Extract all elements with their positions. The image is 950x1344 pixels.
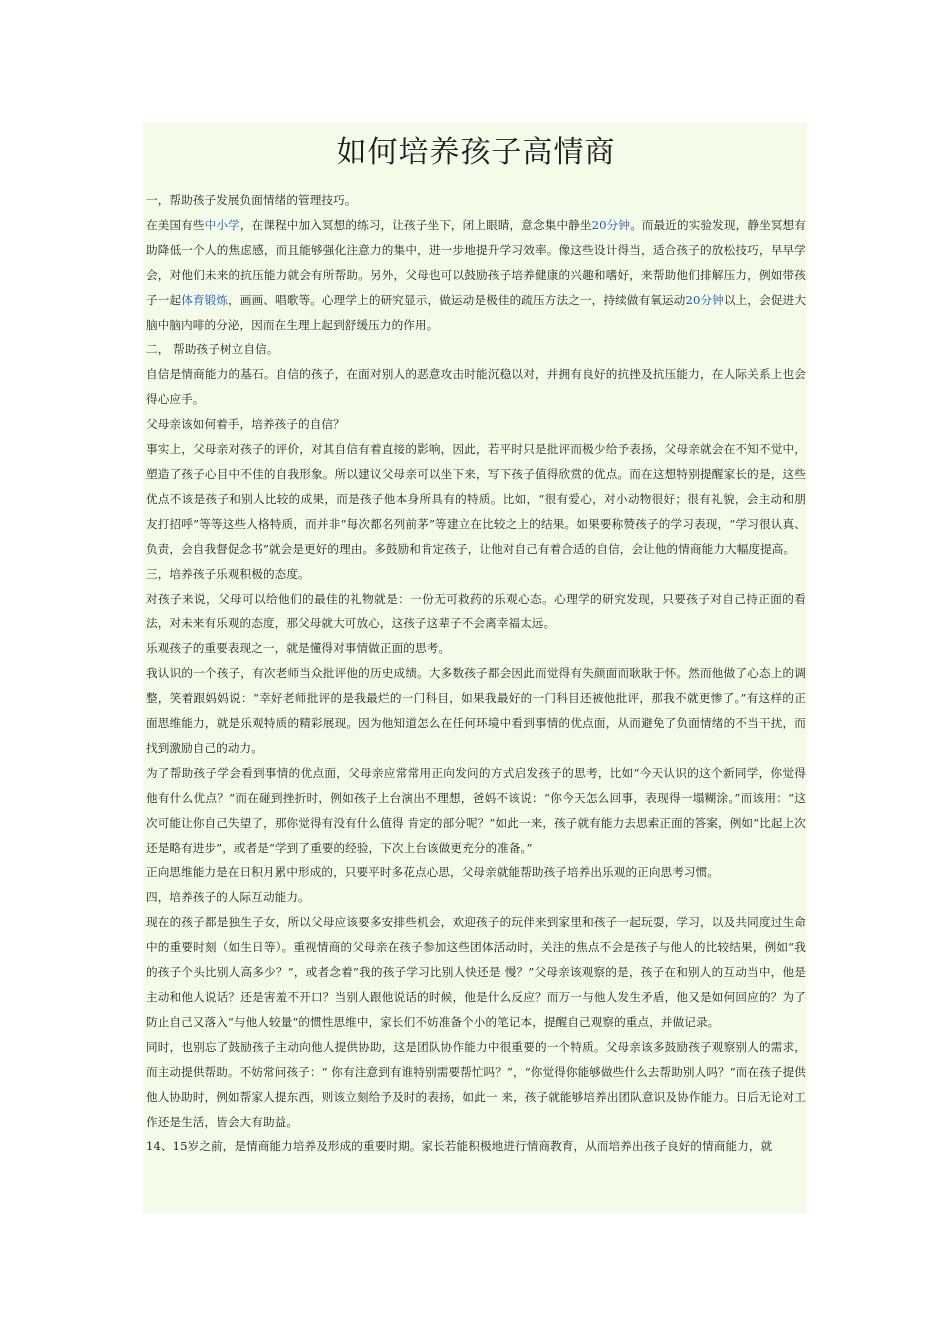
paragraph-text: 以上，会促进大脑中脑内啡的分泌，因而在生理上起到舒缓压力的作用。 (146, 292, 807, 332)
paragraph (146, 885, 806, 910)
paragraph-text: 14、15岁之前，是情商能力培养及形成的重要时期。家长若能积极地进行情商教育，从而培养出孩子良好的情商能力，就 (146, 1139, 773, 1154)
paragraph-text: 二， 帮助孩子树立自信。 (146, 342, 279, 357)
inline-link[interactable]: 体育锻炼 (181, 292, 229, 307)
paragraph (146, 860, 806, 885)
paragraph (146, 636, 806, 661)
paragraph-text: 同时，也别忘了鼓励孩子主动向他人提供协助，这是团队协作能力中很重要的一个特质。父母亲该多鼓励孩子观察别人的需求，而主动提供帮助。不妨常问孩子：“ 你有注意到有谁特别需要帮忙吗？”，“你觉得你能够做些什么去帮助别人吗？”而在孩子提供他人协助时，例如帮家人提东西，则该立刻给予及时的表扬，如此一 来，孩子就能够培养出团队意识及协作能力。日后无论对工作还是生活，皆会大有助益。 (146, 1039, 806, 1129)
paragraph-text: 正向思维能力是在日积月累中形成的，只要平时多花点心思，父母亲就能帮助孩子培养出乐观的正向思考习惯。 (146, 865, 719, 880)
paragraph-text: ，画画、唱歌等。心理学上的研究显示，做运动是极佳的疏压方法之一，持续做有氧运动 (228, 292, 686, 307)
paragraph-text: 现在的孩子都是独生子女，所以父母应该要多安排些机会，欢迎孩子的玩伴来到家里和孩子一起玩耍，学习，以及共同度过生命中的重要时刻（如生日等）。重视情商的父母亲在孩子参加这些团体活动时，关注的焦点不会是孩子与他人的比较结果，例如“我的孩子个头比别人高多少？”，或者念着“我的孩子学习比别人快还是 慢？”父母亲该观察的是，孩子在和别人的互动当中，他是主动和他人说话？还是害羞不开口？当别人跟他说话的时候，他是什么反应？而万一与他人发生矛盾，他又是如何回应的？为了防止自己又落入“与他人较量“的惯性思维中，家长们不妨准备个小的笔记本，提醒自己观察的重点，并做记录。 (146, 915, 806, 1029)
paragraph (146, 437, 806, 562)
paragraph (146, 1035, 806, 1135)
paragraph (146, 213, 806, 338)
paragraph-text: 。而最近的实验发现，静坐冥想有助降低一个人的焦虑感，而且能够强化注意力的集中，进一步地提升学习效率。像这些设计得当，适合孩子的放松技巧，早早学会，对他们未来的抗压能力就会有所帮助。另外，父母也可以鼓励孩子培养健康的兴趣和嗜好，来帮助他们排解压力，例如带孩子一起 (146, 217, 806, 307)
paragraph (146, 337, 806, 362)
paragraph-text: 对孩子来说，父母可以给他们的最佳的礼物就是：一份无可救药的乐观心态。心理学的研究发现，只要孩子对自己持正面的看法，对未来有乐观的态度，那父母就大可放心，这孩子这辈子不会离幸福太远。 (146, 591, 806, 631)
paragraph (146, 661, 806, 761)
paragraph-text: 三，培养孩子乐观积极的态度。 (146, 566, 310, 581)
paragraph (146, 412, 806, 437)
paragraph-text: 父母亲该如何着手，培养孩子的自信？ (146, 417, 345, 432)
paragraph-text: ，在课程中加入冥想的练习，让孩子坐下，闭上眼睛，意念集中静坐 (239, 217, 592, 232)
paragraph-text: 我认识的一个孩子，有次老师当众批评他的历史成绩。大多数孩子都会因此而觉得有失颜面而耿耿于怀。然而他做了心态上的调整，笑着跟妈妈说：“幸好老师批评的是我最烂的一门科目，如果我最好的一门科目还被他批评，那我不就更惨了。”有这样的正面思维能力，就是乐观特质的精彩展现。因为他知道怎么在任何环境中看到事情的优点面，从而避免了负面情绪的不当干扰，而找到激励自己的动力。 (146, 666, 806, 755)
paragraph-text: 乐观孩子的重要表现之一，就是懂得对事情做正面的思考。 (146, 641, 451, 656)
paragraph (146, 188, 806, 213)
paragraph-text: 四，培养孩子的人际互动能力。 (146, 890, 310, 905)
paragraph-text: 自信是情商能力的基石。自信的孩子，在面对别人的恶意攻击时能沉稳以对，并拥有良好的抗挫及抗压能力，在人际关系上也会得心应手。 (146, 367, 806, 407)
paragraph (146, 761, 806, 861)
page-title: 如何培养孩子高情商 (336, 135, 616, 170)
paragraph (146, 362, 806, 412)
paragraph (146, 587, 806, 637)
inline-link[interactable]: 20分钟 (685, 292, 724, 307)
inline-link[interactable]: 20分钟 (591, 217, 631, 232)
paragraph (146, 910, 806, 1035)
inline-link[interactable]: 中小学 (204, 217, 240, 232)
paragraph-text: 为了帮助孩子学会看到事情的优点面，父母亲应常常用正向发问的方式启发孩子的思考，比如“今天认识的这个新同学，你觉得他有什么优点？”而在碰到挫折时，例如孩子上台演出不理想，爸妈不该说：“你今天怎么回事，表现得一塌糊涂。”而该用：“这次可能让你自己失望了，那你觉得有没有什么值得 肯定的部分呢？”如此一来，孩子就有能力去思索正面的答案，例如“比起上次还是略有进步”，或者是“学到了重要的经验，下次上台该做更充分的准备。” (146, 765, 806, 855)
document-page (143, 123, 807, 1213)
paragraph (146, 562, 806, 587)
article-body (146, 188, 806, 1159)
paragraph-text: 在美国有些 (146, 217, 205, 232)
paragraph-text: 一，帮助孩子发展负面情绪的管理技巧。 (146, 193, 357, 207)
paragraph-text: 事实上，父母亲对孩子的评价，对其自信有着直接的影响，因此，若平时只是批评而极少给予表扬，父母亲就会在不知不觉中，塑造了孩子心目中不佳的自我形象。所以建议父母亲可以坐下来，写下孩子值得欣赏的优点。而在这想特别提醒家长的是，这些优点不该是孩子和别人比较的成果，而是孩子他本身所具有的特质。比如，“很有爱心，对小动物很好；很有礼貌，会主动和朋友打招呼”等等这些人格特质，而并非“每次都名列前茅”等建立在比较之上的结果。如果要称赞孩子的学习表现，“学习很认真、负责，会自我督促念书”就会是更好的理由。多鼓励和肯定孩子，让他对自己有着合适的自信，会让他的情商能力大幅度提高。 (146, 442, 806, 556)
paragraph (146, 1134, 806, 1159)
